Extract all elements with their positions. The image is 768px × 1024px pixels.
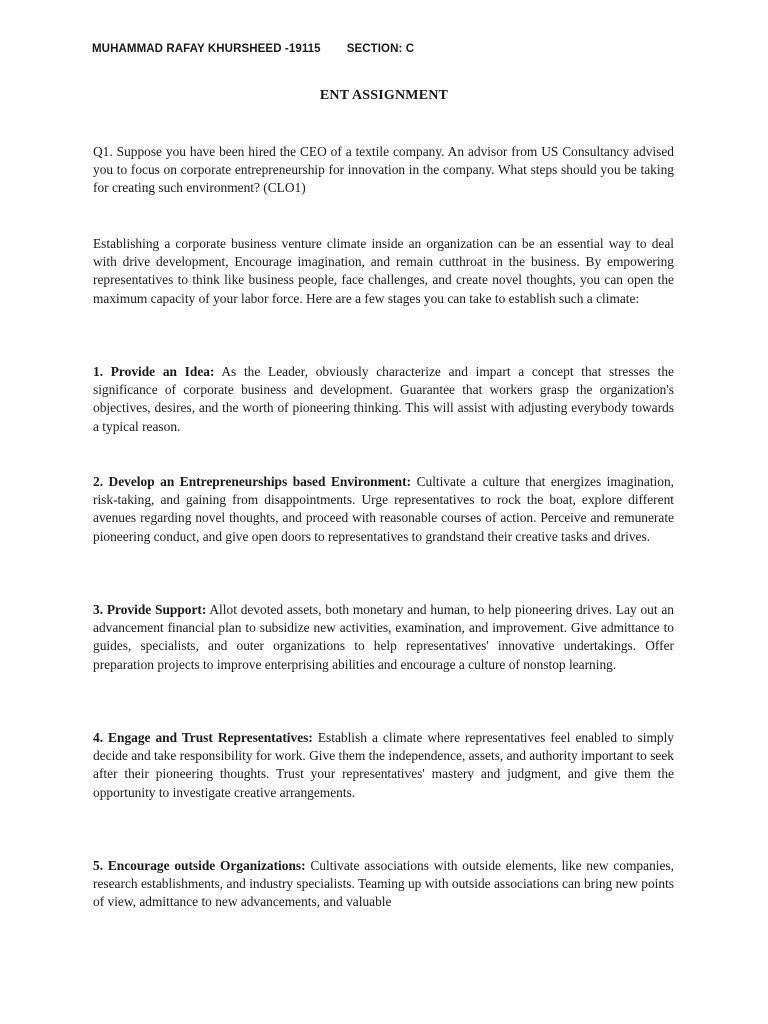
student-name-id: MUHAMMAD RAFAY KHURSHEED -19115 [92,43,321,55]
document-title: ENT ASSIGNMENT [319,88,449,103]
step-paragraph [93,363,674,436]
step-text: Cultivate a culture that energizes imagination, risk-taking, and gaining from disappointments. Urge representatives to rock the boat, explore different avenues regarding novel thoughts, and proceed with reasonable courses of action. Perceive and remunerate pioneering conduct, and give open doors to representatives to grandstand their creative tasks and drives. [93,474,674,544]
step-text: Allot devoted assets, both monetary and human, to help pioneering drives. Lay out an advancement financial plan to subsidize new activities, examination, and improvement. Give admittance to guides, specialists, and outer organizations to help representatives' innovative undertakings. Offer preparation projects to improve enterprising abilities and encourage a culture of nonstop learning. [93,602,674,672]
intro-paragraph: Establishing a corporate business venture climate inside an organization can be an essential way to deal with drive development, Encourage imagination, and remain cutthroat in the business. By empowering representatives to think like business people, face challenges, and create novel thoughts, you can open the maximum capacity of your labor force. Here are a few stages you can take to establish such a climate: [93,236,674,306]
step-paragraph [93,601,674,674]
step-paragraph [93,729,674,802]
step-heading: 3. Provide Support: [93,602,207,617]
step-text: As the Leader, obviously characterize and impart a concept that stresses the significance of corporate business and development. Guarantee that workers grasp the organization's objectives, desires, and the worth of pioneering thinking. This will assist with adjusting everybody towards a typical reason. [93,364,674,434]
step-paragraph [93,473,674,546]
step-heading: 2. Develop an Entrepreneurships based Environment: [93,474,412,489]
step-text: Establish a climate where representatives feel enabled to simply decide and take responsibility for work. Give them the independence, assets, and authority important to seek after their pioneering thoughts. Trust your representatives' mastery and judgment, and give them the opportunity to investigate creative arrangements. [93,730,674,800]
step-paragraph [93,857,674,912]
document-header [92,43,414,55]
section-label: SECTION: C [346,43,415,55]
step-text: Cultivate associations with outside elements, like new companies, research establishments, and industry specialists. Teaming up with outside associations can bring new points of view, admittance to new advancements, and valuable [93,858,674,910]
step-heading: 5. Encourage outside Organizations: [93,858,306,873]
step-heading: 4. Engage and Trust Representatives: [93,730,313,745]
question-paragraph: Q1. Suppose you have been hired the CEO of a textile company. An advisor from US Consultancy advised you to focus on corporate entrepreneurship for innovation in the company. What steps should you be taking for creating such environment? (CLO1) [93,144,674,196]
step-heading: 1. Provide an Idea: [93,364,215,379]
